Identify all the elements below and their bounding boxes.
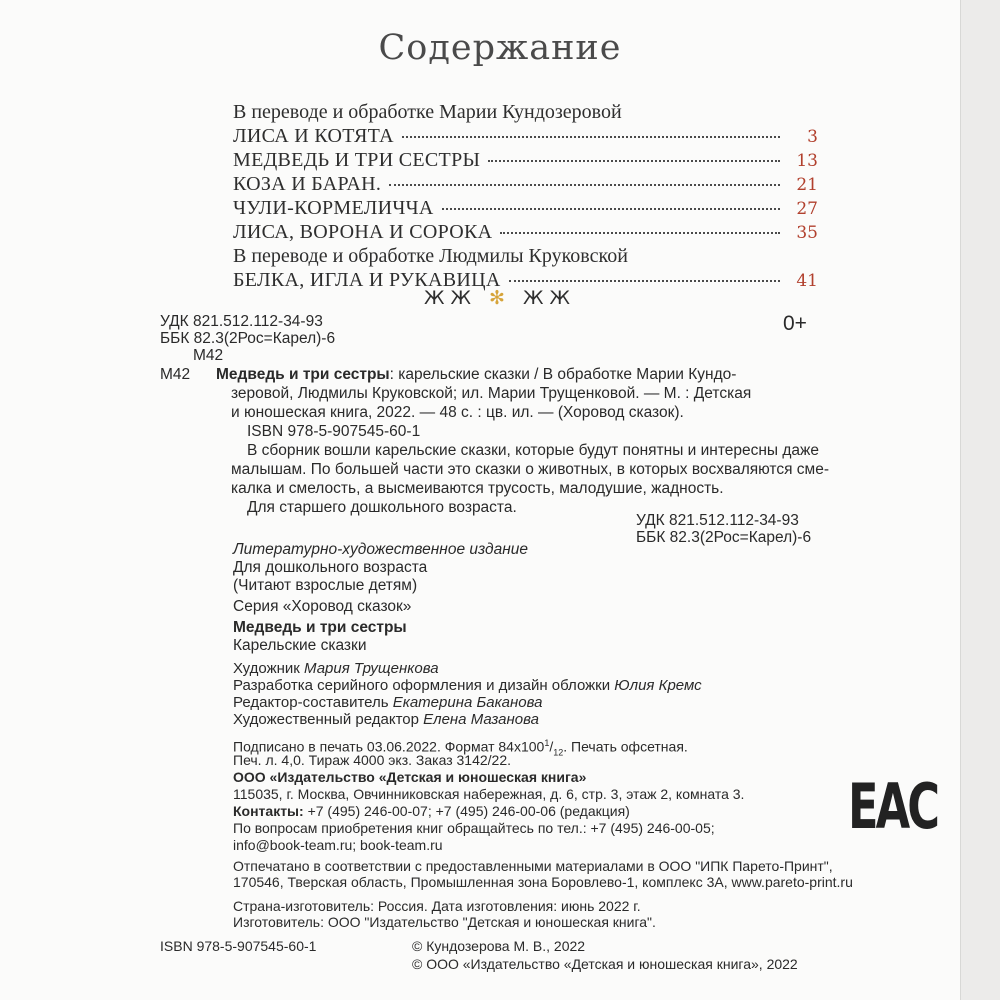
catalog-title: Медведь и три сестры bbox=[216, 366, 390, 383]
toc-leader-dots bbox=[488, 158, 780, 162]
annotation-line: В сборник вошли карельские сказки, которые будут понятны и интересны даже bbox=[247, 442, 820, 459]
publisher-web: info@book-team.ru; book-team.ru bbox=[233, 837, 443, 853]
toc-entry-title: ЧУЛИ-КОРМЕЛИЧЧА bbox=[233, 197, 434, 219]
printer-address: 170546, Тверская область, Промышленная зона Боровлево-1, комплекс 3А, www.pareto-print.ru bbox=[233, 874, 853, 890]
credit-label: Разработка серийного оформления и дизайн обложки bbox=[233, 677, 615, 694]
toc-entry-page: 35 bbox=[796, 223, 818, 243]
isbn-footer: ISBN 978-5-907545-60-1 bbox=[160, 938, 317, 954]
ornament-flower-icon: ✻ bbox=[489, 287, 511, 309]
credit-label: Художественный редактор bbox=[233, 711, 424, 728]
format-sup: 1 bbox=[544, 738, 550, 748]
bbk-code: ББК 82.3(2Рос=Карел)-6 bbox=[160, 330, 336, 347]
toc-title: Содержание bbox=[378, 28, 622, 68]
contacts-phones: +7 (495) 246-00-07; +7 (495) 246-00-06 (редакция) bbox=[303, 803, 630, 819]
publisher-name: ООО «Издательство «Детская и юношеская книга» bbox=[233, 769, 587, 785]
print-signed: Подписано в печать 03.06.2022. Формат $84х100^1/_{12}$. Печать офсетная. bbox=[233, 738, 688, 758]
ornament-divider bbox=[0, 287, 1000, 309]
catalog-entry-line-3: и юношеская книга, 2022. — 48 с. : цв. ил. — (Хоровод сказок). bbox=[231, 404, 684, 421]
ornament-left: ЖЖ bbox=[424, 287, 477, 309]
bbk-code-2: ББК 82.3(2Рос=Карел)-6 bbox=[636, 529, 812, 546]
annotation-line: калка и смелость, а высмеиваются трусость, малодушие, жадность. bbox=[231, 480, 724, 497]
credit-art-editor bbox=[233, 711, 539, 728]
toc-leader-dots bbox=[402, 134, 780, 138]
credit-label: Редактор-составитель bbox=[233, 694, 393, 711]
toc-entry-title: МЕДВЕДЬ И ТРИ СЕСТРЫ bbox=[233, 149, 481, 171]
copyright-publisher: © ООО «Издательство «Детская и юношеская книга», 2022 bbox=[412, 956, 798, 972]
toc-section-1: В переводе и обработке Марии Кундозеровой bbox=[233, 101, 622, 123]
toc-entry bbox=[233, 196, 818, 220]
print-signed-text: Подписано в печать 03.06.2022. Формат 84х100 bbox=[233, 738, 545, 755]
annotation-line: малышам. По большей части это сказки о животных, в которых восхваляются сме- bbox=[231, 461, 829, 478]
udk-code: УДК 821.512.112-34-93 bbox=[160, 313, 323, 330]
toc-entry-page: 41 bbox=[796, 271, 818, 291]
toc-entry bbox=[233, 148, 818, 172]
toc-entry bbox=[233, 220, 818, 244]
ornament-right: ЖЖ bbox=[523, 287, 576, 309]
contacts-label: Контакты: bbox=[233, 803, 304, 819]
toc-leader-dots bbox=[500, 230, 780, 234]
toc-leader-dots bbox=[442, 206, 780, 210]
copyright-author: © Кундозерова М. В., 2022 bbox=[412, 938, 586, 954]
publisher-contacts bbox=[233, 803, 630, 820]
credit-value: Юлия Кремс bbox=[614, 677, 702, 694]
credit-design bbox=[233, 677, 702, 694]
toc-entry-page: 21 bbox=[796, 175, 818, 195]
book-title: Медведь и три сестры bbox=[233, 619, 407, 636]
toc-entry bbox=[233, 172, 818, 196]
catalog-isbn: ISBN 978-5-907545-60-1 bbox=[247, 423, 421, 440]
credit-value: Елена Мазанова bbox=[423, 711, 539, 728]
manufacturer-name: Изготовитель: ООО "Издательство "Детская и юношеская книга". bbox=[233, 914, 656, 930]
audience-line: Для дошкольного возраста bbox=[233, 559, 428, 576]
edition-kind: Литературно-художественное издание bbox=[233, 541, 528, 558]
credit-artist bbox=[233, 660, 439, 677]
toc-entry-page: 27 bbox=[796, 199, 818, 219]
toc-leader-dots bbox=[509, 278, 780, 282]
toc-entry-page: 3 bbox=[807, 127, 818, 147]
credit-value: Мария Трущенкова bbox=[304, 660, 439, 677]
credit-value: Екатерина Баканова bbox=[392, 694, 543, 711]
table-of-contents bbox=[233, 100, 818, 292]
printer-info: Отпечатано в соответствии с предоставленными материалами в ООО "ИПК Парето-Принт", bbox=[233, 858, 833, 874]
catalog-rest: : карельские сказки / В обработке Марии Кундо- bbox=[389, 366, 737, 383]
toc-entry-title: ЛИСА, ВОРОНА И СОРОКА bbox=[233, 221, 493, 243]
age-rating: 0+ bbox=[783, 312, 807, 335]
series-name: Серия «Хоровод сказок» bbox=[233, 598, 412, 615]
author-sign: М42 bbox=[193, 347, 224, 364]
toc-entry-title: КОЗА И БАРАН. bbox=[233, 173, 382, 195]
manufacturer-country: Страна-изготовитель: Россия. Дата изготовления: июнь 2022 г. bbox=[233, 898, 641, 914]
annotation-line: Для старшего дошкольного возраста. bbox=[247, 499, 517, 516]
format-sub: 12 bbox=[553, 747, 564, 758]
print-specs: Печ. л. 4,0. Тираж 4000 экз. Заказ 3142/22. bbox=[233, 752, 511, 768]
purchase-info: По вопросам приобретения книг обращайтесь по тел.: +7 (495) 246-00-05; bbox=[233, 820, 715, 836]
book-subtitle: Карельские сказки bbox=[233, 637, 367, 654]
catalog-entry-line-2: зеровой, Людмилы Круковской; ил. Марии Трущенковой. — М. : Детская bbox=[231, 385, 752, 402]
catalog-code: М42 bbox=[160, 366, 191, 383]
audience-line: (Читают взрослые детям) bbox=[233, 577, 418, 594]
catalog-entry-line-1 bbox=[160, 365, 736, 384]
credit-editor bbox=[233, 694, 542, 711]
toc-entry-page: 13 bbox=[796, 151, 818, 171]
udk-code-2: УДК 821.512.112-34-93 bbox=[636, 512, 799, 529]
print-type: . Печать офсетная. bbox=[563, 738, 688, 755]
toc-leader-dots bbox=[389, 182, 780, 186]
credit-label: Художник bbox=[233, 660, 305, 677]
toc-section-2: В переводе и обработке Людмилы Круковской bbox=[233, 245, 628, 267]
toc-entry bbox=[233, 124, 818, 148]
eac-mark: ЕАС bbox=[848, 770, 938, 843]
publisher-address: 115035, г. Москва, Овчинниковская набережная, д. 6, стр. 3, этаж 2, комната 3. bbox=[233, 786, 745, 802]
toc-entry-title: БЕЛКА, ИГЛА И РУКАВИЦА bbox=[233, 269, 501, 291]
toc-entry-title: ЛИСА И КОТЯТА bbox=[233, 125, 394, 147]
